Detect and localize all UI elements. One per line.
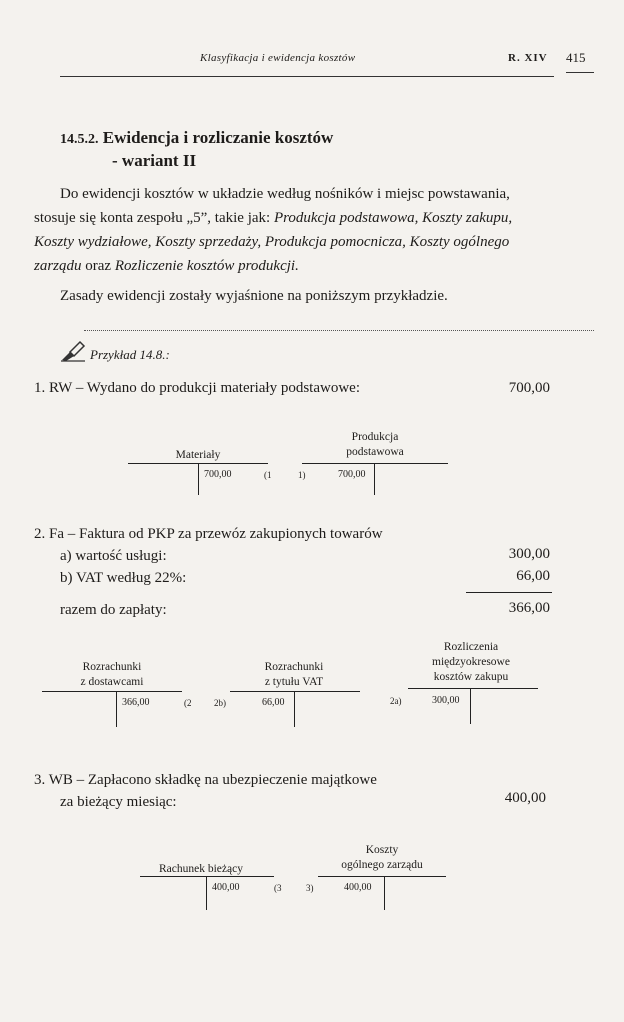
op3-text-1: 3. WB – Zapłacono składkę na ubezpieczenie majątkowe [34, 772, 377, 788]
intro-line-2-a: stosuje się konta zespołu „5”, takie jak: [34, 210, 274, 226]
acct-dostawcy-name-2: z dostawcami [80, 676, 144, 688]
chapter-label: R. XIV [508, 52, 548, 64]
intro-line-5: Zasady ewidencji zostały wyjaśnione na poniższym przykładzie. [60, 288, 448, 304]
acct-rachunek-hline [140, 876, 274, 877]
section-number: 14.5.2. [60, 132, 99, 147]
intro-line-2-b: Produkcja podstawowa, Koszty zakupu, [273, 210, 513, 226]
acct-produkcja-vline [374, 463, 375, 495]
acct-dostawcy-ref: (2 [184, 698, 192, 708]
acct-koszty-name-2: ogólnego zarządu [341, 859, 423, 871]
section-title-line2: - wariant II [112, 151, 197, 170]
acct-rmk-name-1: Rozliczenia [443, 641, 499, 653]
acct-koszty-name-1: Koszty [365, 844, 399, 856]
pencil-hand-icon [60, 340, 86, 367]
acct-vat-name [244, 660, 344, 690]
section-title-line1: Ewidencja i rozliczanie kosztów [102, 128, 334, 147]
acct-vat-hline [230, 691, 360, 692]
acct-koszty-ref: 3) [306, 883, 314, 893]
acct-dostawcy-name [62, 660, 162, 690]
op2-b-label: b) VAT według 22%: [60, 570, 187, 586]
acct-vat-debit: 66,00 [262, 697, 285, 708]
intro-line-1: Do ewidencji kosztów w układzie według nośników i miejsc powstawania, [60, 186, 510, 202]
acct-produkcja-name-2: podstawowa [346, 446, 404, 458]
acct-vat-name-2: z tytułu VAT [264, 676, 324, 688]
acct-materialy-ref: (1 [264, 470, 272, 480]
sum-rule [466, 592, 552, 593]
op3-amount: 400,00 [504, 790, 546, 806]
running-title: Klasyfikacja i ewidencja kosztów [200, 52, 356, 64]
acct-produkcja-debit: 700,00 [338, 469, 366, 480]
acct-koszty-name [322, 843, 442, 873]
header-rule [60, 76, 554, 77]
acct-koszty-hline [318, 876, 446, 877]
intro-line-2 [34, 210, 512, 227]
acct-rmk-ref: 2a) [390, 696, 402, 706]
section-title [60, 128, 333, 148]
acct-produkcja-name-1: Produkcja [351, 431, 399, 443]
example-label: Przykład 14.8.: [90, 347, 170, 362]
intro-line-4-c: Rozliczenie kosztów produkcji. [114, 258, 299, 274]
intro-line-4-a: zarządu [34, 258, 82, 274]
op2-text: 2. Fa – Faktura od PKP za przewóz zakupionych towarów [34, 526, 383, 542]
op1-text: 1. RW – Wydano do produkcji materiały podstawowe: [34, 380, 360, 396]
op2-total-amount: 366,00 [508, 600, 550, 616]
op2-a-amount: 300,00 [508, 546, 550, 562]
page-number-rule [566, 72, 594, 73]
acct-dostawcy-hline [42, 691, 182, 692]
acct-produkcja-name [322, 430, 428, 460]
op2-b-amount: 66,00 [516, 568, 550, 584]
acct-rmk-debit: 300,00 [432, 695, 460, 706]
op1-amount: 700,00 [508, 380, 550, 396]
page-number: 415 [566, 50, 586, 65]
acct-rmk-vline [470, 688, 471, 724]
op2-total-label: razem do zapłaty: [60, 602, 167, 618]
acct-produkcja-ref: 1) [298, 470, 306, 480]
acct-rmk-name [416, 640, 526, 685]
acct-rachunek-vline [206, 876, 207, 910]
acct-rmk-hline [408, 688, 538, 689]
acct-dostawcy-vline [116, 691, 117, 727]
acct-materialy-vline [198, 463, 199, 495]
acct-koszty-debit: 400,00 [344, 882, 372, 893]
acct-koszty-vline [384, 876, 385, 910]
acct-dostawcy-credit: 366,00 [122, 697, 150, 708]
acct-materialy-name: Materiały [175, 449, 221, 461]
acct-rmk-name-3: kosztów zakupu [433, 671, 509, 683]
acct-dostawcy-name-1: Rozrachunki [82, 661, 142, 673]
acct-produkcja-hline [302, 463, 448, 464]
acct-vat-ref: 2b) [214, 698, 226, 708]
intro-line-4 [34, 258, 299, 275]
acct-vat-name-1: Rozrachunki [264, 661, 324, 673]
op2-a-label: a) wartość usługi: [60, 548, 167, 564]
intro-line-3: Koszty wydziałowe, Koszty sprzedaży, Produkcja pomocnicza, Koszty ogólnego [34, 234, 510, 250]
acct-rachunek-name: Rachunek bieżący [159, 863, 243, 875]
acct-vat-vline [294, 691, 295, 727]
acct-materialy-credit: 700,00 [204, 469, 232, 480]
acct-rachunek-ref: (3 [274, 883, 282, 893]
op3-text-2: za bieżący miesiąc: [60, 794, 177, 810]
intro-line-4-b: oraz [81, 258, 115, 274]
example-separator [84, 330, 594, 331]
acct-rmk-name-2: międzyokresowe [432, 656, 510, 668]
acct-rachunek-credit: 400,00 [212, 882, 240, 893]
